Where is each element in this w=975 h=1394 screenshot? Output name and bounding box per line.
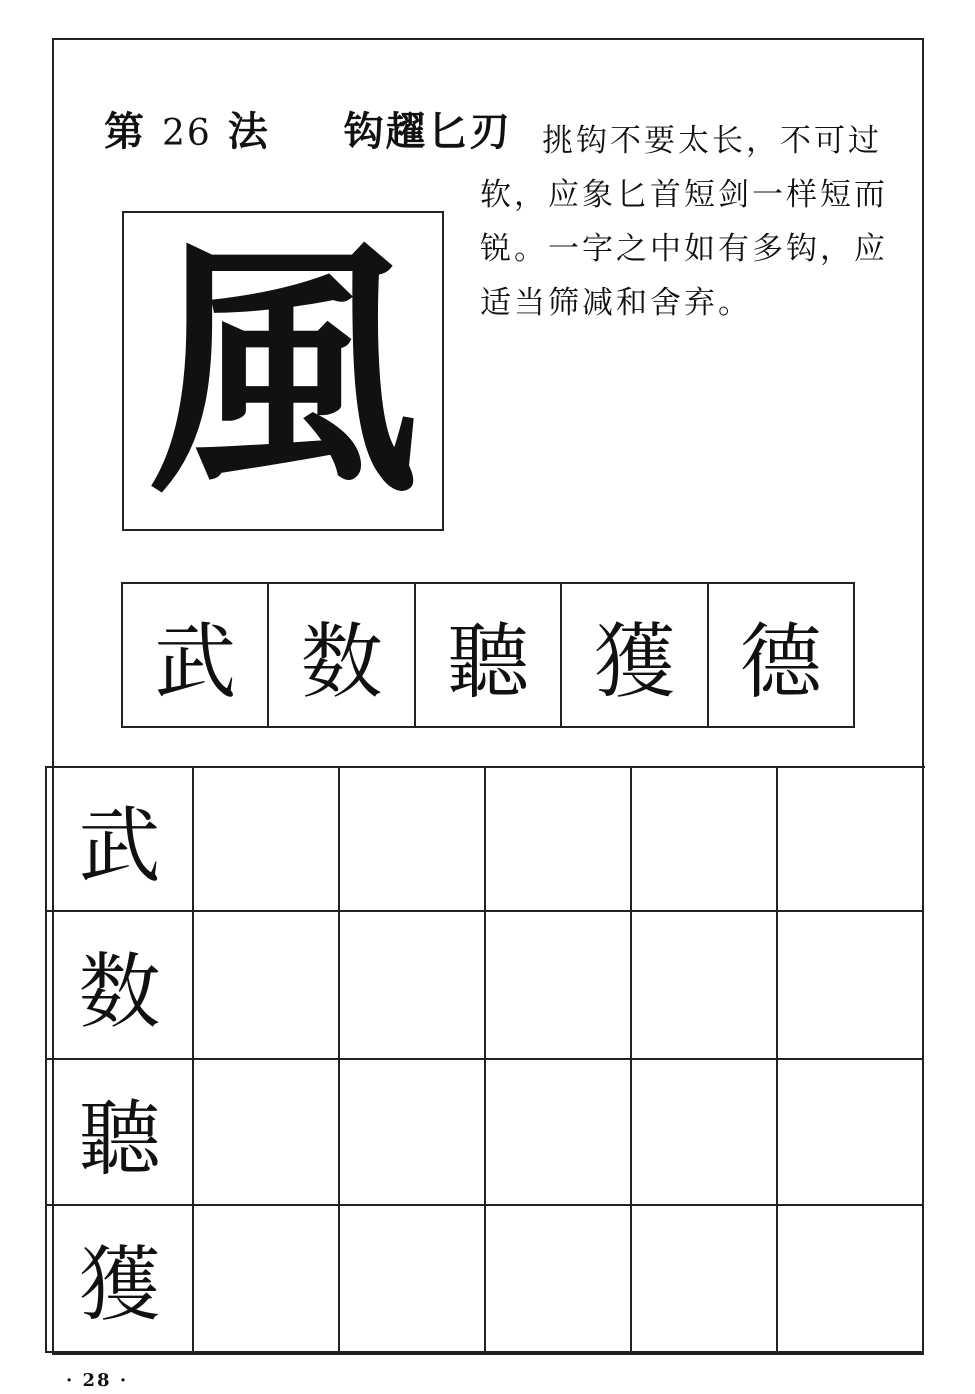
practice-cell[interactable]	[632, 1060, 778, 1206]
practice-cell[interactable]	[340, 1060, 486, 1206]
practice-model-character: 獲	[47, 1206, 194, 1353]
practice-cell[interactable]	[194, 1060, 340, 1206]
lesson-title	[104, 100, 512, 157]
practice-cell[interactable]	[486, 912, 632, 1060]
practice-cell[interactable]	[486, 1206, 632, 1353]
practice-cell[interactable]	[778, 912, 924, 1060]
practice-cell[interactable]	[340, 1206, 486, 1353]
practice-cell[interactable]	[632, 768, 778, 912]
practice-cell[interactable]	[194, 912, 340, 1060]
practice-cell[interactable]	[340, 768, 486, 912]
practice-cell[interactable]	[486, 768, 632, 912]
model-character-box	[122, 211, 444, 531]
method-suffix: 法	[227, 109, 270, 155]
practice-cell[interactable]	[778, 768, 924, 912]
practice-row	[47, 1060, 925, 1206]
practice-cell[interactable]	[486, 1060, 632, 1206]
example-character: 獲	[562, 584, 708, 726]
practice-cell[interactable]	[778, 1060, 924, 1206]
practice-cell[interactable]	[194, 1206, 340, 1353]
practice-cell[interactable]	[778, 1206, 924, 1353]
description-text	[480, 114, 890, 330]
method-prefix: 第	[104, 109, 146, 155]
practice-row	[47, 1206, 925, 1353]
method-name: 钩趯匕刃	[343, 109, 512, 155]
practice-cell[interactable]	[632, 912, 778, 1060]
practice-row	[47, 768, 925, 912]
model-character: 風	[148, 212, 418, 530]
method-number: 26	[161, 113, 212, 154]
practice-grid	[45, 766, 925, 1353]
practice-model-character: 聽	[47, 1060, 194, 1206]
description-paragraph: 挑钩不要太长，不可过软，应象匕首短剑一样短而锐。一字之中如有多钩，应适当筛减和舍弃。	[480, 123, 888, 321]
practice-model-character: 数	[47, 912, 194, 1060]
example-character: 聽	[416, 584, 562, 726]
example-character-row	[121, 582, 855, 728]
practice-model-character: 武	[47, 768, 194, 912]
practice-cell[interactable]	[632, 1206, 778, 1353]
example-character: 数	[269, 584, 415, 726]
page-number: · 28 ·	[66, 1370, 129, 1391]
example-character: 德	[739, 614, 822, 710]
practice-cell[interactable]	[340, 912, 486, 1060]
example-character: 武	[123, 584, 269, 726]
practice-cell[interactable]	[194, 768, 340, 912]
practice-row	[47, 912, 925, 1060]
